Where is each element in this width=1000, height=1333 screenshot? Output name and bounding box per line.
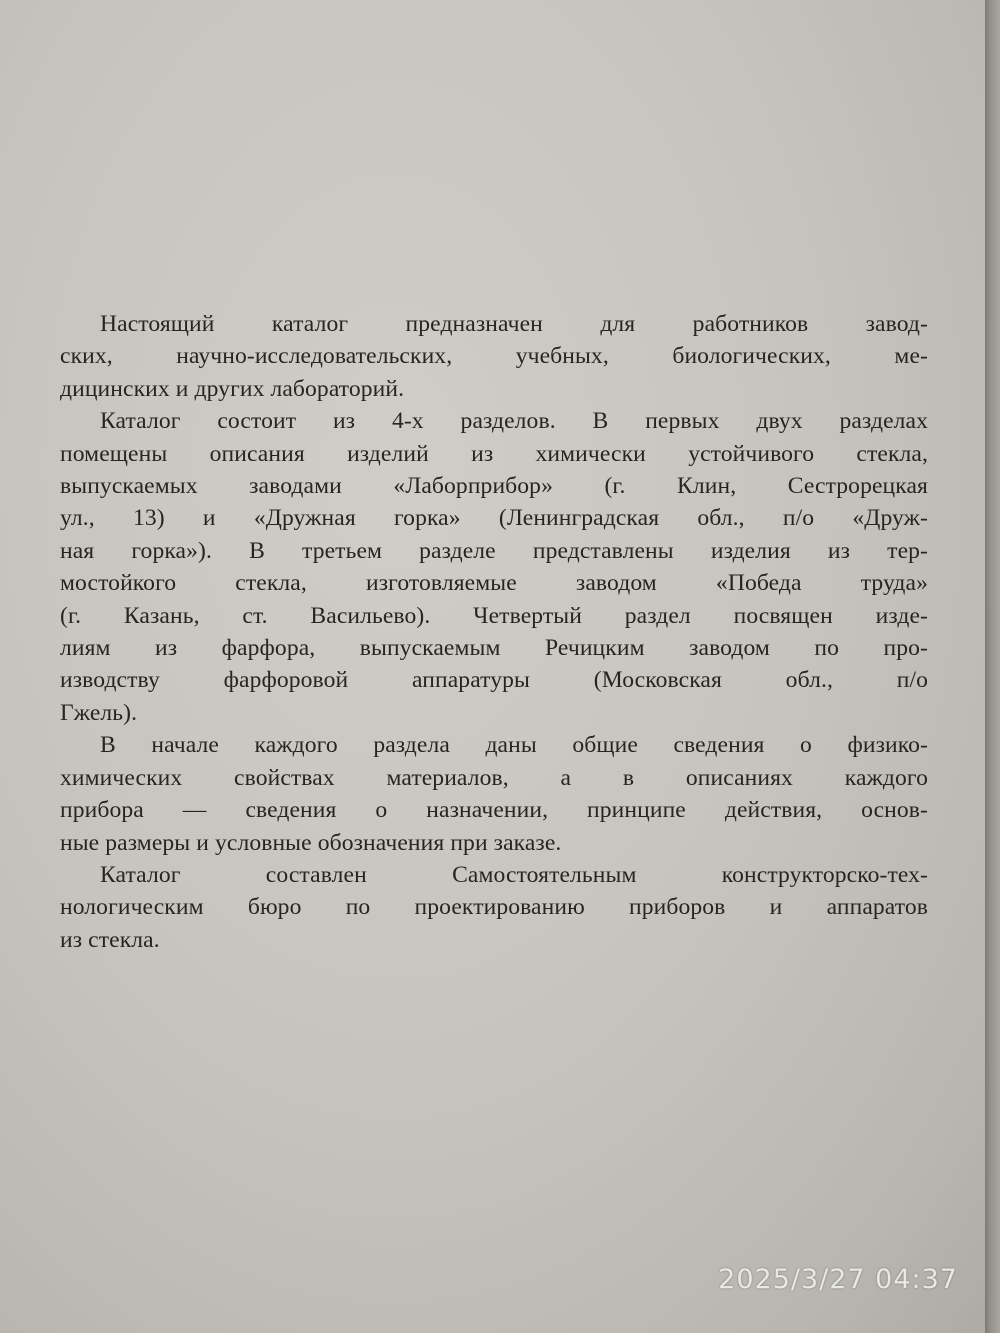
text-line: из стекла. xyxy=(60,926,160,953)
paragraph-general-info xyxy=(60,729,928,859)
paragraph-authorship xyxy=(60,859,928,956)
text-line: Гжель). xyxy=(60,699,138,726)
text-line: дицинских и других лабораторий. xyxy=(60,375,405,402)
text-line: помещены описания изделий из химически устойчивого стекла, xyxy=(60,440,928,467)
text-line: Каталог составлен Самостоятельным конструкторско-тех- xyxy=(100,861,928,888)
text-line: В начале каждого раздела даны общие сведения о физико- xyxy=(100,732,928,759)
paragraph-sections xyxy=(60,405,928,729)
catalog-intro-text xyxy=(60,308,928,956)
text-line: (г. Казань, ст. Васильево). Четвертый раздел посвящен изде- xyxy=(60,602,928,629)
text-line: химических свойствах материалов, а в описаниях каждого xyxy=(60,764,928,791)
text-line: Настоящий каталог предназначен для работников завод- xyxy=(100,311,928,337)
text-line: ная горка»). В третьем разделе представлены изделия из тер- xyxy=(60,537,928,564)
text-line: нологическим бюро по проектированию приборов и аппаратов xyxy=(60,894,928,921)
text-line: мостойкого стекла, изготовляемые заводом «Победа труда» xyxy=(60,570,928,597)
page-edge-shadow xyxy=(985,0,1000,1333)
text-line: ул., 13) и «Дружная горка» (Ленинградская обл., п/о «Друж- xyxy=(60,505,928,532)
text-line: лиям из фарфора, выпускаемым Речицким заводом по про- xyxy=(60,635,928,662)
text-line: ских, научно-исследовательских, учебных, биологических, ме- xyxy=(60,343,928,370)
photo-timestamp: 2025/3/27 04:37 xyxy=(718,1264,958,1295)
text-line: ные размеры и условные обозначения при заказе. xyxy=(60,829,562,856)
paragraph-purpose xyxy=(60,308,928,405)
text-line: изводству фарфоровой аппаратуры (Московская обл., п/о xyxy=(60,667,928,694)
text-line: прибора — сведения о назначении, принципе действия, основ- xyxy=(60,797,928,824)
text-line: выпускаемых заводами «Лаборприбор» (г. Клин, Сестрорецкая xyxy=(60,473,928,500)
text-line: Каталог состоит из 4-х разделов. В первых двух разделах xyxy=(100,408,928,435)
